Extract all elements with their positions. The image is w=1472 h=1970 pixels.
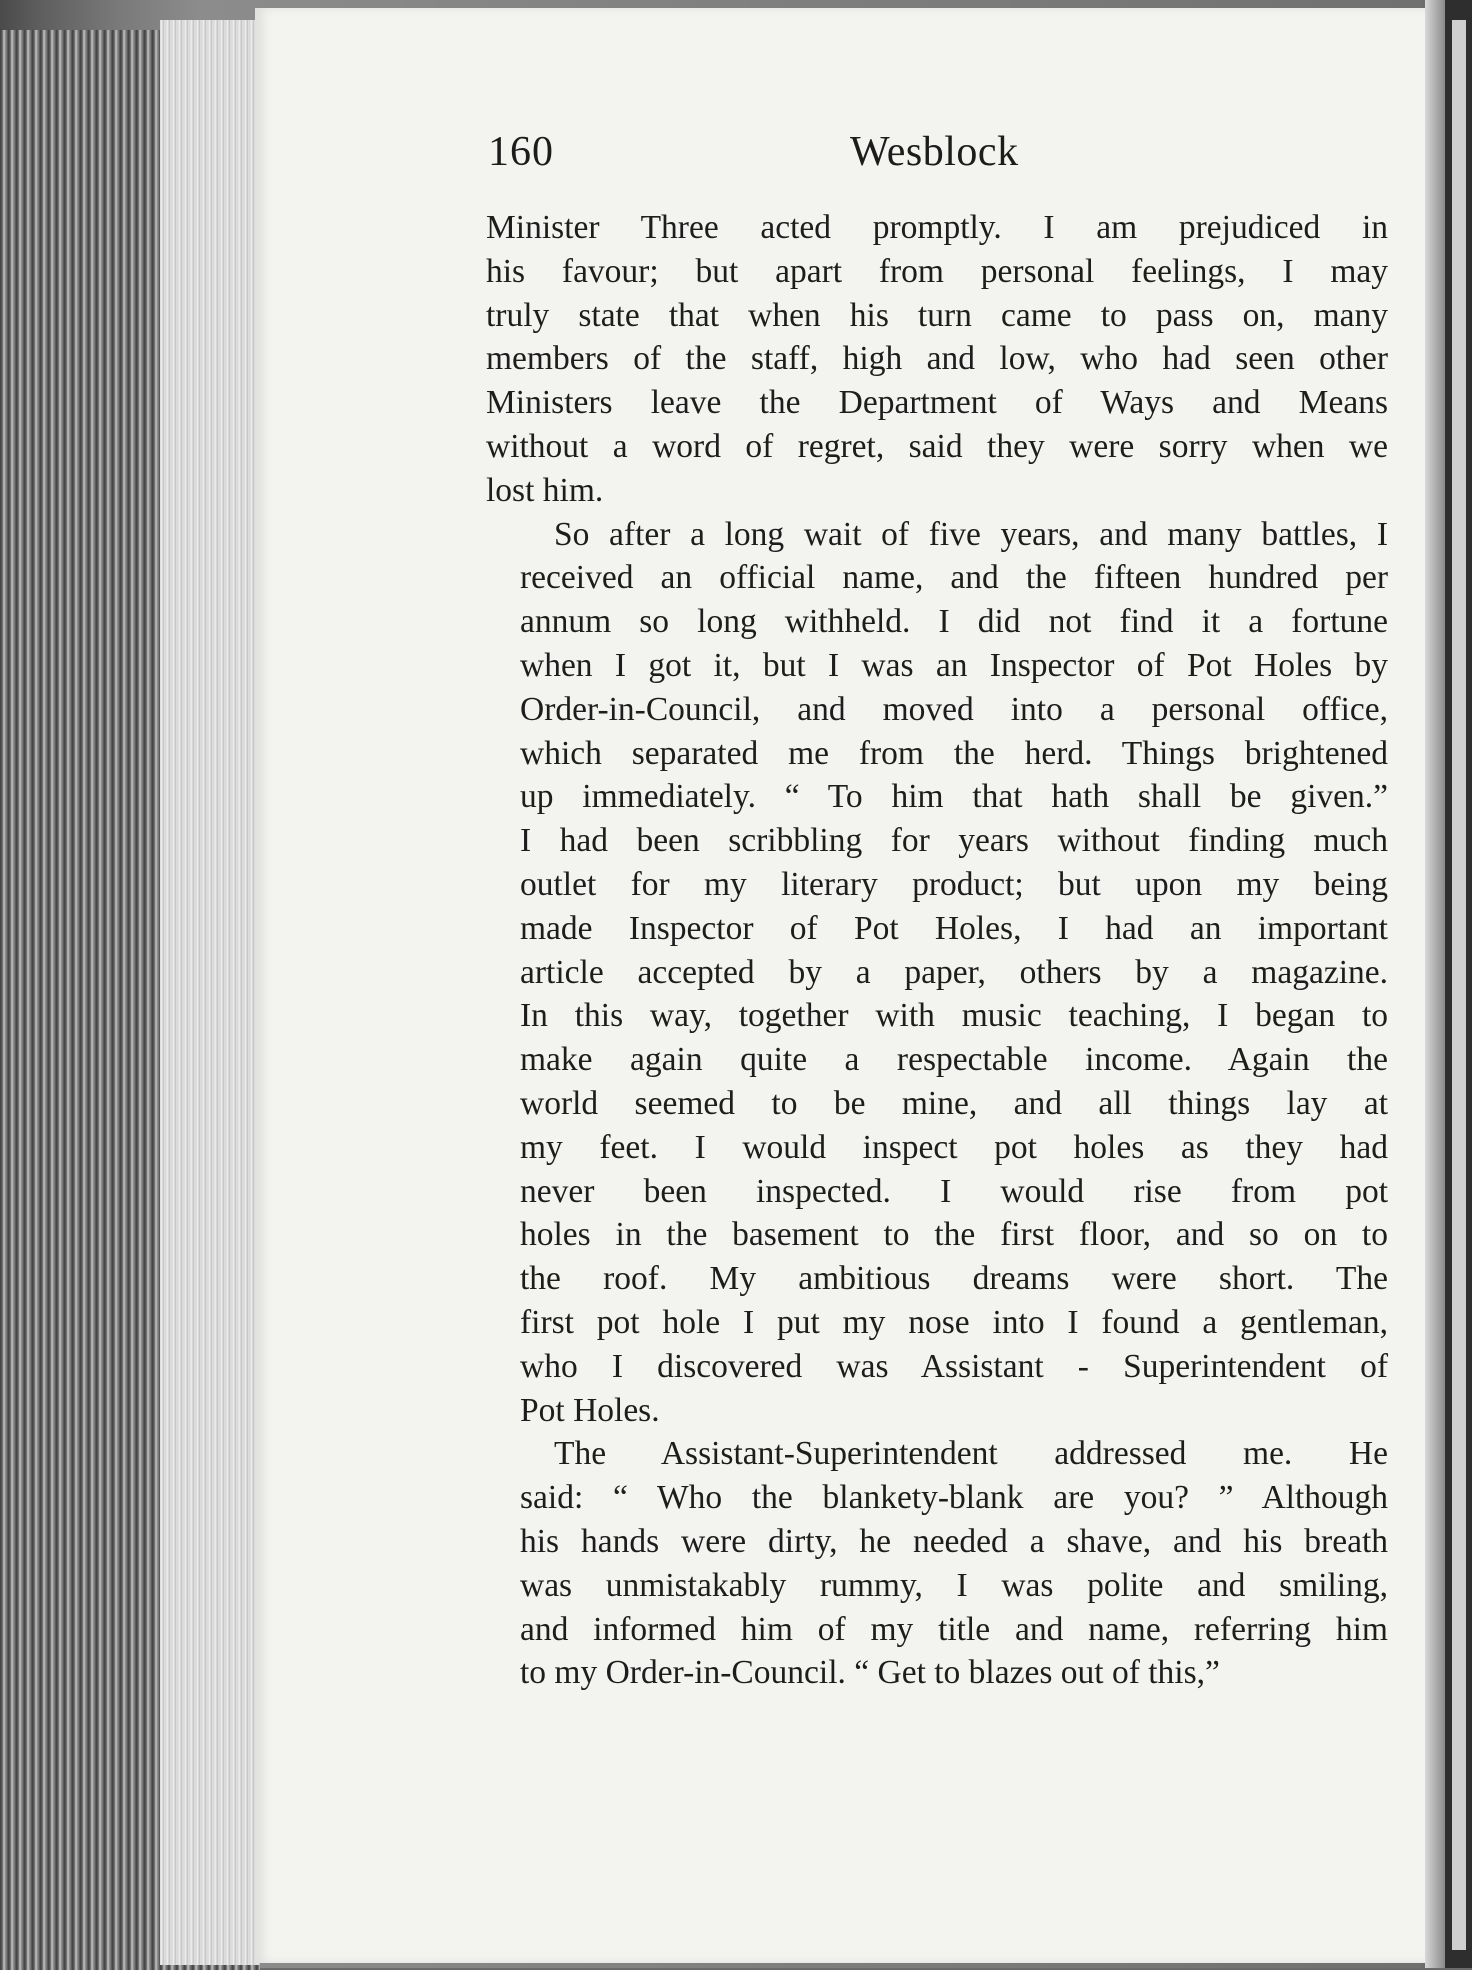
text-line: Minister Three acted promptly. I am prejudiced in [486,209,1388,246]
text-line: lost him. [486,471,604,509]
body-text [486,206,1388,1695]
text-line: who I discovered was Assistant - Superintendent of [520,1347,1388,1385]
text-line: annum so long withheld. I did not find it a fortune [520,603,1388,641]
text-line: his favour; but apart from personal feelings, I may [486,252,1388,290]
text-line: without a word of regret, said they were sorry when we [486,427,1388,465]
text-line: to my Order-in-Council. “ Get to blazes out of this,” [520,1654,1220,1692]
text-line: In this way, together with music teaching, I began to [520,997,1388,1035]
text-line: and informed him of my title and name, referring him [520,1610,1388,1648]
text-line: the roof. My ambitious dreams were short. The [520,1260,1388,1298]
text-line: Pot Holes. [520,1391,660,1429]
text-line: his hands were dirty, he needed a shave, and his breath [520,1522,1388,1560]
text-line: said: “ Who the blankety-blank are you? ” Although [520,1479,1388,1517]
text-line: holes in the basement to the first floor, and so on to [520,1216,1388,1254]
text-line: when I got it, but I was an Inspector of Pot Holes by [520,646,1388,684]
paragraph [486,1432,1388,1695]
text-line: never been inspected. I would rise from pot [520,1172,1388,1210]
text-line: I had been scribbling for years without finding much [520,822,1388,860]
next-page-sliver [1452,20,1466,1950]
text-line: members of the staff, high and low, who had seen other [486,340,1388,378]
text-line: The Assistant-Superintendent addressed me. He [554,1435,1388,1473]
text-line: outlet for my literary product; but upon my being [520,865,1388,903]
text-line: make again quite a respectable income. Again the [520,1041,1388,1079]
text-line: truly state that when his turn came to pass on, many [486,296,1388,334]
page-header [488,128,1388,188]
text-line: world seemed to be mine, and all things lay at [520,1084,1388,1122]
text-line: which separated me from the herd. Things brightened [520,734,1388,772]
text-line: was unmistakably rummy, I was polite and smiling, [520,1566,1388,1604]
text-line: Order-in-Council, and moved into a personal office, [520,690,1388,728]
text-line: made Inspector of Pot Holes, I had an important [520,909,1388,947]
running-title: Wesblock [850,129,1019,175]
text-line: first pot hole I put my nose into I found a gentleman, [520,1303,1388,1341]
book-page-edges-highlight [160,20,260,1965]
text-line: my feet. I would inspect pot holes as they had [520,1128,1388,1166]
text-line: Ministers leave the Department of Ways and Means [486,384,1388,422]
paragraph [486,206,1388,513]
text-line: received an official name, and the fifteen hundred per [520,559,1388,597]
page-gutter-shadow [1425,0,1445,1968]
paragraph [486,513,1388,1433]
text-line: up immediately. “ To him that hath shall be given.” [520,778,1388,816]
page-number: 160 [488,129,554,175]
text-line: article accepted by a paper, others by a magazine. [520,953,1388,991]
text-line: So after a long wait of five years, and many battles, I [554,515,1388,553]
